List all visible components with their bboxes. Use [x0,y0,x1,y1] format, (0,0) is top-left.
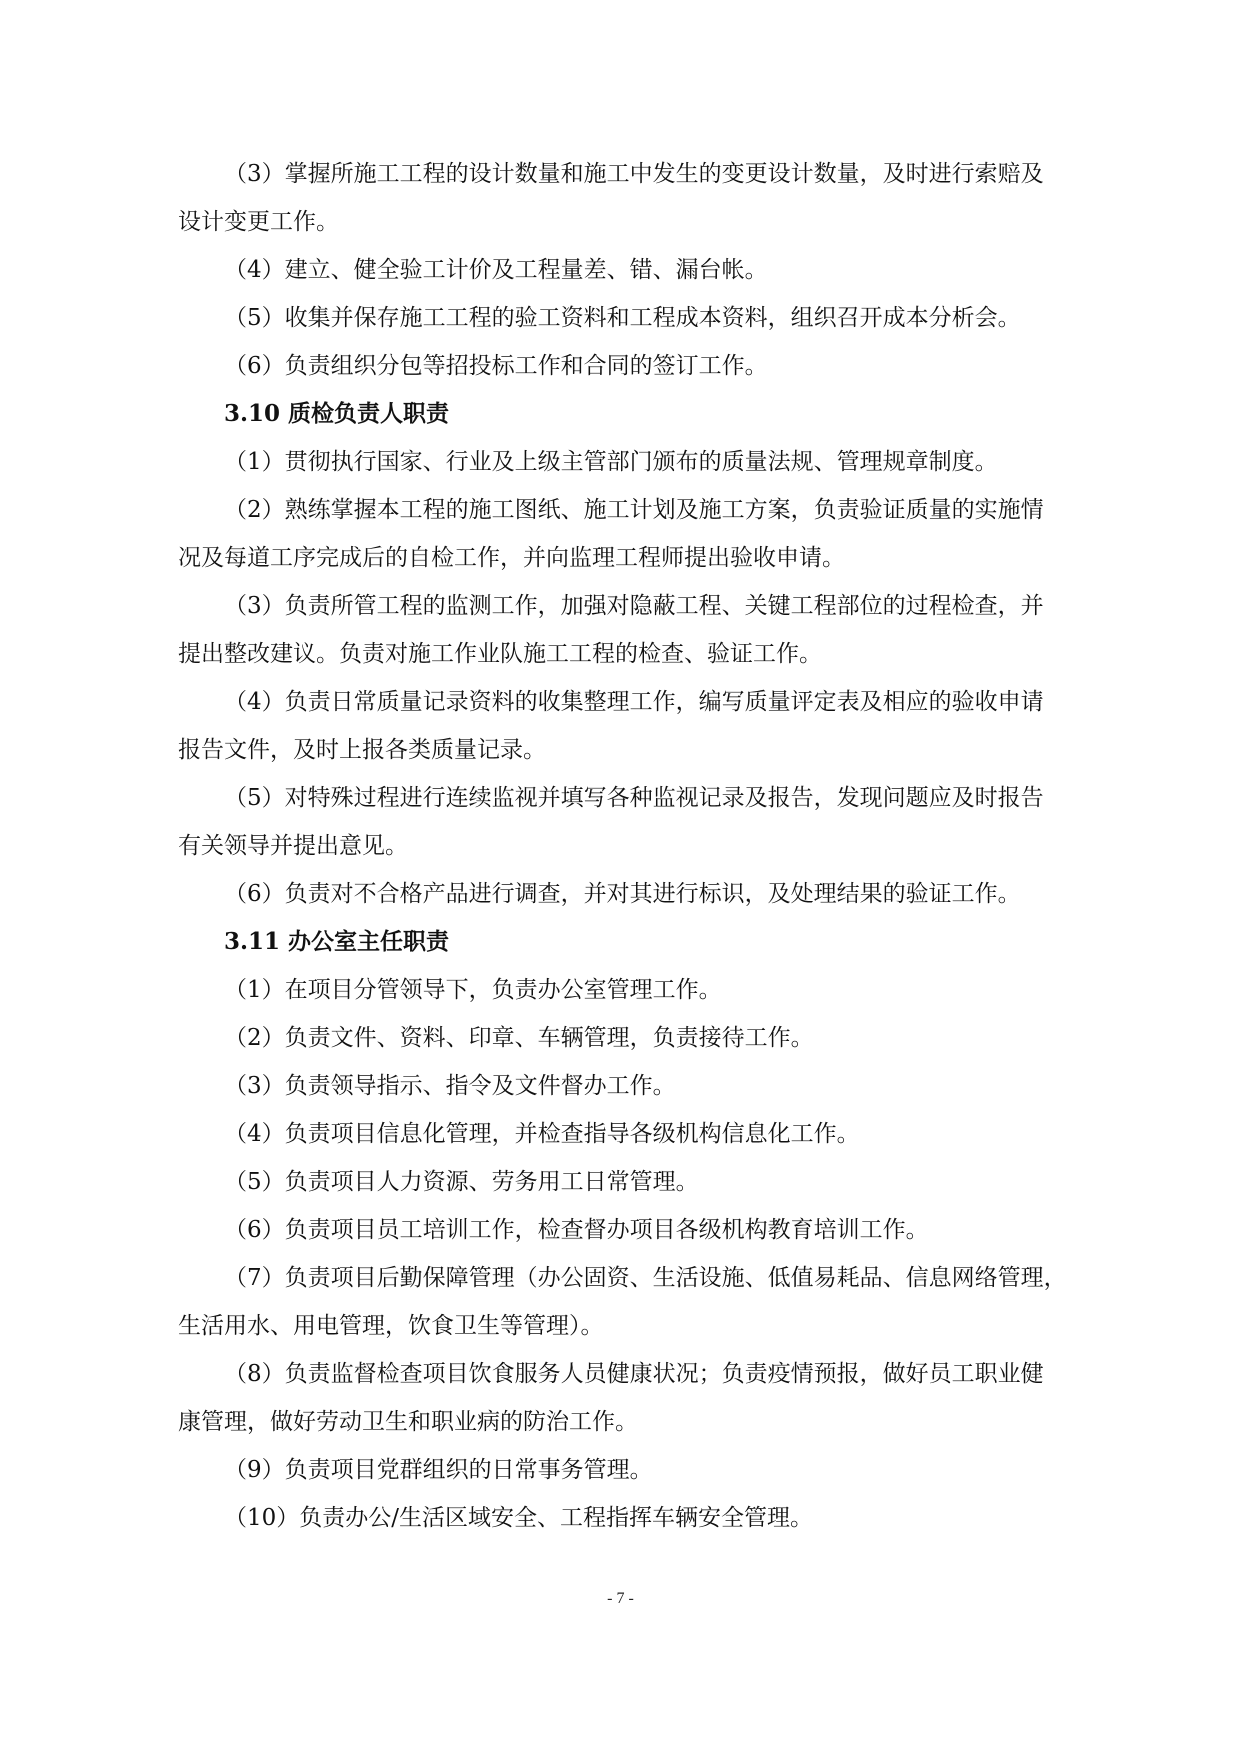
paragraph [178,1062,1113,1110]
paragraph [178,1158,1113,1206]
paragraph-line: （7）负责项目后勤保障管理（办公固资、生活设施、低值易耗品、信息网络管理， [224,1265,1067,1291]
paragraph [178,774,1113,870]
paragraph-line: （6）负责项目员工培训工作，检查督办项目各级机构教育培训工作。 [224,1217,929,1243]
paragraph-line: 生活用水、用电管理，饮食卫生等管理）。 [178,1313,604,1339]
paragraph-line: 康管理，做好劳动卫生和职业病的防治工作。 [178,1409,638,1435]
paragraph [178,294,1113,342]
document-body [178,150,1113,1542]
paragraph [178,438,1113,486]
paragraph [178,150,1113,246]
page-number: - 7 - [607,1590,634,1607]
paragraph [178,342,1113,390]
paragraph-line: （4）负责项目信息化管理，并检查指导各级机构信息化工作。 [224,1121,860,1147]
paragraph [178,870,1113,918]
paragraph [178,1446,1113,1494]
paragraph-line: （3）掌握所施工工程的设计数量和施工中发生的变更设计数量，及时进行索赔及 [224,161,1044,187]
paragraph-line: 有关领导并提出意见。 [178,833,408,859]
paragraph-line: （4）负责日常质量记录资料的收集整理工作，编写质量评定表及相应的验收申请 [224,689,1044,715]
paragraph-line: （2）熟练掌握本工程的施工图纸、施工计划及施工方案，负责验证质量的实施情 [224,497,1044,523]
paragraph-line: 设计变更工作。 [178,209,339,235]
paragraph-line: （1）在项目分管领导下，负责办公室管理工作。 [224,977,722,1003]
section-heading: 3.11 办公室主任职责 [224,928,450,955]
paragraph [178,486,1113,582]
paragraph-line: （2）负责文件、资料、印章、车辆管理，负责接待工作。 [224,1025,814,1051]
paragraph-line: （6）负责组织分包等招投标工作和合同的签订工作。 [224,353,768,379]
paragraph [178,1494,1113,1542]
paragraph-line: （3）负责所管工程的监测工作，加强对隐蔽工程、关键工程部位的过程检查，并 [224,593,1044,619]
paragraph [178,1350,1113,1446]
paragraph-line: （10）负责办公/生活区域安全、工程指挥车辆安全管理。 [224,1505,814,1531]
paragraph [178,582,1113,678]
paragraph [178,246,1113,294]
paragraph-line: 提出整改建议。负责对施工作业队施工工程的检查、验证工作。 [178,641,822,667]
paragraph [178,1110,1113,1158]
paragraph-line: （6）负责对不合格产品进行调查，并对其进行标识，及处理结果的验证工作。 [224,881,1021,907]
paragraph-line: （8）负责监督检查项目饮食服务人员健康状况；负责疫情预报，做好员工职业健 [224,1361,1044,1387]
paragraph-line: （1）贯彻执行国家、行业及上级主管部门颁布的质量法规、管理规章制度。 [224,449,998,475]
paragraph-line: （5）对特殊过程进行连续监视并填写各种监视记录及报告，发现问题应及时报告 [224,785,1044,811]
paragraph [178,1206,1113,1254]
paragraph-line: （3）负责领导指示、指令及文件督办工作。 [224,1073,676,1099]
paragraph [178,678,1113,774]
paragraph-line: （5）收集并保存施工工程的验工资料和工程成本资料，组织召开成本分析会。 [224,305,1021,331]
paragraph [178,966,1113,1014]
paragraph-line: （4）建立、健全验工计价及工程量差、错、漏台帐。 [224,257,768,283]
paragraph-line: （9）负责项目党群组织的日常事务管理。 [224,1457,653,1483]
paragraph-line: （5）负责项目人力资源、劳务用工日常管理。 [224,1169,699,1195]
paragraph [178,1254,1113,1350]
paragraph-line: 况及每道工序完成后的自检工作，并向监理工程师提出验收申请。 [178,545,845,571]
section-heading: 3.10 质检负责人职责 [224,400,450,427]
paragraph [178,1014,1113,1062]
paragraph-line: 报告文件，及时上报各类质量记录。 [178,737,546,763]
